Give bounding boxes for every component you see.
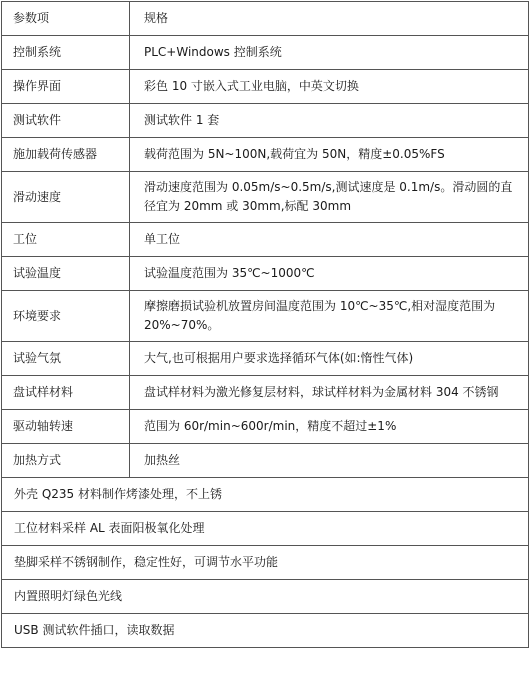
spec-cell: 大气,也可根据用户要求选择循环气体(如:惰性气体) <box>130 342 529 376</box>
note-row <box>2 580 529 614</box>
param-cell: 试验温度 <box>2 257 130 291</box>
spec-cell: PLC+Windows 控制系统 <box>130 36 529 70</box>
spec-cell: 彩色 10 寸嵌入式工业电脑，中英文切换 <box>130 70 529 104</box>
table-header-row <box>2 2 529 36</box>
spec-cell: 加热丝 <box>130 444 529 478</box>
spec-cell: 测试软件 1 套 <box>130 104 529 138</box>
note-cell: 内置照明灯绿色光线 <box>2 580 529 614</box>
note-cell: USB 测试软件插口，读取数据 <box>2 614 529 648</box>
param-cell: 驱动轴转速 <box>2 410 130 444</box>
header-spec-cell: 规格 <box>130 2 529 36</box>
param-cell: 测试软件 <box>2 104 130 138</box>
note-cell: 外壳 Q235 材料制作烤漆处理，不上锈 <box>2 478 529 512</box>
note-cell: 工位材料采样 AL 表面阳极氧化处理 <box>2 512 529 546</box>
param-cell: 环境要求 <box>2 291 130 342</box>
param-cell: 滑动速度 <box>2 172 130 223</box>
table-row <box>2 410 529 444</box>
table-row <box>2 376 529 410</box>
spec-table <box>1 1 529 648</box>
spec-cell: 范围为 60r/min~600r/min，精度不超过±1% <box>130 410 529 444</box>
header-param-cell: 参数项 <box>2 2 130 36</box>
table-row <box>2 444 529 478</box>
note-cell: 垫脚采样不锈钢制作，稳定性好，可调节水平功能 <box>2 546 529 580</box>
spec-cell: 载荷范围为 5N~100N,载荷宜为 50N，精度±0.05%FS <box>130 138 529 172</box>
param-cell: 施加载荷传感器 <box>2 138 130 172</box>
note-row <box>2 614 529 648</box>
param-cell: 控制系统 <box>2 36 130 70</box>
note-row <box>2 512 529 546</box>
table-row <box>2 104 529 138</box>
table-row <box>2 172 529 223</box>
param-cell: 盘试样材料 <box>2 376 130 410</box>
spec-cell: 试验温度范围为 35℃~1000℃ <box>130 257 529 291</box>
spec-cell: 单工位 <box>130 223 529 257</box>
note-row <box>2 478 529 512</box>
table-row <box>2 138 529 172</box>
param-cell: 工位 <box>2 223 130 257</box>
table-row <box>2 291 529 342</box>
spec-cell: 滑动速度范围为 0.05m/s~0.5m/s,测试速度是 0.1m/s。滑动圆的直径宜为 20mm 或 30mm,标配 30mm <box>130 172 529 223</box>
spec-cell: 摩擦磨损试验机放置房间温度范围为 10℃~35℃,相对湿度范围为 20%~70%。 <box>130 291 529 342</box>
table-row <box>2 70 529 104</box>
spec-cell: 盘试样材料为激光修复层材料，球试样材料为金属材料 304 不锈钢 <box>130 376 529 410</box>
param-cell: 操作界面 <box>2 70 130 104</box>
table-row <box>2 342 529 376</box>
table-row <box>2 223 529 257</box>
param-cell: 试验气氛 <box>2 342 130 376</box>
note-row <box>2 546 529 580</box>
param-cell: 加热方式 <box>2 444 130 478</box>
table-row <box>2 36 529 70</box>
table-row <box>2 257 529 291</box>
